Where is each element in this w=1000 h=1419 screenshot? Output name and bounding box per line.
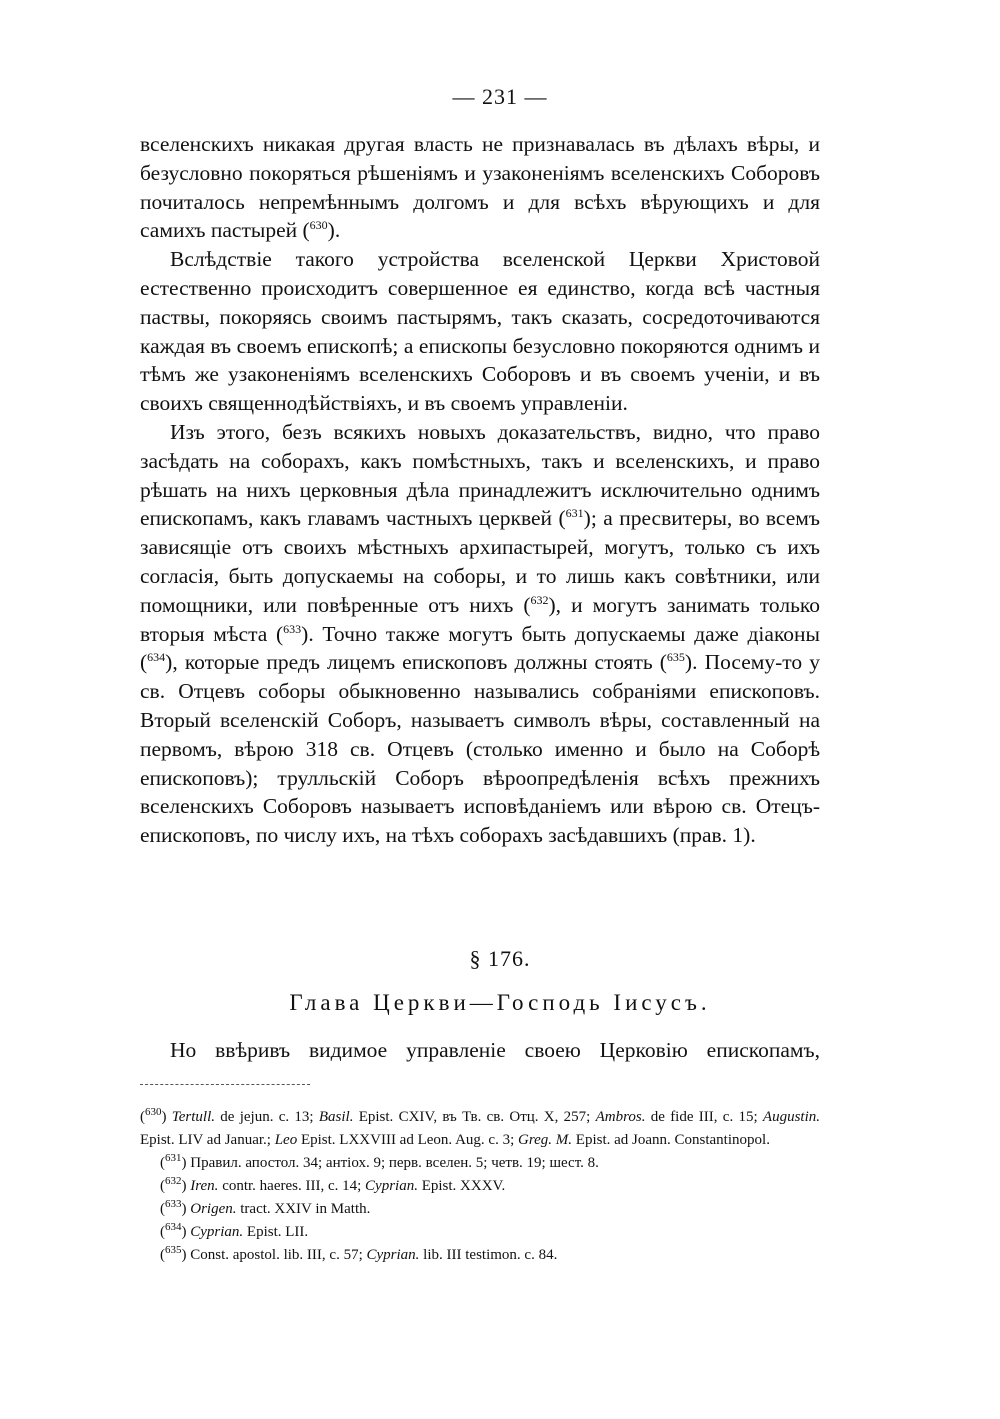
footnote-ref[interactable]: 631 (565, 506, 584, 521)
footnote-ref[interactable]: 630 (309, 218, 328, 233)
footnote-630: ($^{630}$) Tertull. de jejun. c. 13; Basil. Epist. CXIV, въ Тв. св. Отц. X, 257; Ambros. de fide III, c. 15; Augustin. Epist. LIV ad Januar.; Leo Epist. LXXVIII ad Leon. Aug. c. 3; Greg. M. Epist. ad Joann. Constantinopol. (140, 1106, 821, 1148)
footnote-text: tract. XXIV in Matth. (236, 1201, 371, 1217)
paragraph-text: Вслѣдствіе такого устройства вселенской Церкви Христовой естественно происходитъ совершенное ея единство, когда всѣ частныя паствы, покоряясь своимъ пастырямъ, такъ сказать, сосредоточиваются каждая въ своемъ епископѣ; а епископы безусловно покоряются однимъ и тѣмъ же узаконеніямъ вселенскихъ Соборовъ и въ своемъ ученіи, и въ своихъ священнодѣйствіяхъ, и въ своемъ управленіи. (140, 247, 820, 416)
page-number: — 231 — (452, 84, 548, 109)
paragraph-text: ). Точно также могутъ быть допускаемы даже діаконы ( (140, 621, 820, 675)
footnote-author: Basil. (318, 1109, 354, 1125)
footnotes (140, 1106, 820, 1267)
paragraph-text: ), которые предъ лицемъ епископовъ должны стоять ( (165, 650, 667, 675)
footnote-632: ($^{632}$) Iren. contr. haeres. III, c. 14; Cyprian. Epist. XXXV. (160, 1175, 506, 1194)
paragraph-text: ). (327, 218, 341, 243)
section-title: Глава Церкви—Господь Іисусъ. (289, 990, 711, 1015)
footnote-635: ($^{635}$) Const. apostol. lib. III, c. 57; Cyprian. lib. III testimon. c. 84. (160, 1244, 558, 1263)
footnote-separator (140, 1084, 310, 1085)
footnote-text: Epist. ad Joann. Constantinopol. (572, 1132, 770, 1148)
footnote-author: Greg. M. (518, 1132, 573, 1148)
footnote-text: Epist. CXIV, въ Тв. св. Отц. X, 257; (353, 1109, 596, 1125)
paragraph (140, 130, 820, 245)
paragraph-text: ). Посему-то у св. Отцевъ соборы обыкновенно назывались собраніями епископовъ. Вторый вселенскій Соборъ, называетъ символъ вѣры, составленный на первомъ, вѣрою 318 св. Отцевъ (столько именно и было на Соборѣ епископовъ); трулльскій Соборъ вѣроопредѣленія всѣхъ прежнихъ вселенскихъ Соборовъ называетъ исповѣданіемъ или вѣрою св. Отецъ-епископовъ, по числу ихъ, на тѣхъ соборахъ засѣдавшихъ (прав. 1). (140, 650, 820, 848)
footnote-633: ($^{633}$) Origen. tract. XXIV in Matth. (160, 1198, 371, 1217)
footnote-text: Const. apostol. lib. III, c. 57; (190, 1247, 367, 1263)
section-first-line: Но ввѣривъ видимое управленіе своею Церковію епископамъ, (170, 1038, 820, 1062)
footnote-mark: 634 (165, 1221, 182, 1233)
footnote-text: Epist. LII. (243, 1224, 309, 1240)
footnote-mark: 635 (165, 1244, 182, 1256)
footnote-author: Cyprian. (366, 1247, 420, 1263)
paragraph (140, 245, 820, 418)
footnote-text: Правил. апостол. 34; антіох. 9; перв. вселен. 5; четв. 19; шест. 8. (190, 1155, 599, 1171)
footnote-text: de fide III, c. 15; (645, 1109, 763, 1125)
paragraph-text: ); а пресвитеры, во всемъ зависящіе отъ своихъ мѣстныхъ архипастырей, могутъ, только съ ихъ согласія, быть допускаемы на соборы, и то лишь какъ совѣтники, или помощники, или повѣренные отъ нихъ ( (140, 506, 820, 617)
footnote-author: Augustin. (762, 1109, 821, 1125)
footnote-mark: 630 (145, 1106, 162, 1118)
paragraph-text: вселенскихъ никакая другая власть не признавалась въ дѣлахъ вѣры, и безусловно покоряться рѣшеніямъ и узаконеніямъ вселенскихъ Соборовъ почиталось непремѣннымъ долгомъ и для всѣхъ вѣрующихъ и для самихъ пастырей ( (140, 132, 820, 243)
footnote-text: Epist. LXXVIII ad Leon. Aug. c. 3; (297, 1132, 518, 1148)
main-text (140, 130, 820, 850)
footnote-ref[interactable]: 633 (283, 621, 302, 636)
footnote-author: Tertull. (171, 1109, 215, 1125)
footnote-author: Iren. (190, 1178, 219, 1194)
footnote-author: Origen. (190, 1201, 237, 1217)
paragraph-text: ), и могутъ занимать только вторыя мѣста ( (140, 592, 820, 646)
footnote-author: Leo (274, 1132, 298, 1148)
footnote-mark: 632 (165, 1175, 182, 1187)
footnote-text: contr. haeres. III, c. 14; (218, 1178, 366, 1194)
section-number: § 176. (469, 946, 531, 971)
footnote-mark: 633 (165, 1198, 182, 1210)
paragraph-text: Изъ этого, безъ всякихъ новыхъ доказательствъ, видно, что право засѣдать на соборахъ, какъ помѣстныхъ, такъ и вселенскихъ, и право рѣшать на нихъ церковныя дѣла принадлежитъ исключительно однимъ епископамъ, какъ главамъ частныхъ церквей ( (140, 419, 820, 531)
footnote-634: ($^{634}$) Cyprian. Epist. LII. (160, 1221, 309, 1240)
footnote-author: Cyprian. (365, 1178, 418, 1194)
footnote-author: Ambros. (595, 1109, 646, 1125)
footnote-text: Epist. XXXV. (417, 1178, 506, 1194)
footnote-ref[interactable]: 635 (666, 650, 685, 665)
footnote-ref[interactable]: 632 (530, 592, 549, 607)
footnote-text: Epist. LIV ad Januar.; (140, 1132, 275, 1148)
footnote-text: lib. III testimon. c. 84. (419, 1247, 558, 1263)
footnote-ref[interactable]: 634 (147, 650, 166, 665)
footnote-mark: 631 (165, 1152, 182, 1164)
footnote-text: de jejun. c. 13; (215, 1109, 319, 1125)
footnote-author: Cyprian. (190, 1224, 244, 1240)
footnote-631: ($^{631}$) Правил. апостол. 34; антіох. 9; перв. вселен. 5; четв. 19; шест. 8. (160, 1152, 599, 1171)
paragraph (140, 418, 820, 850)
